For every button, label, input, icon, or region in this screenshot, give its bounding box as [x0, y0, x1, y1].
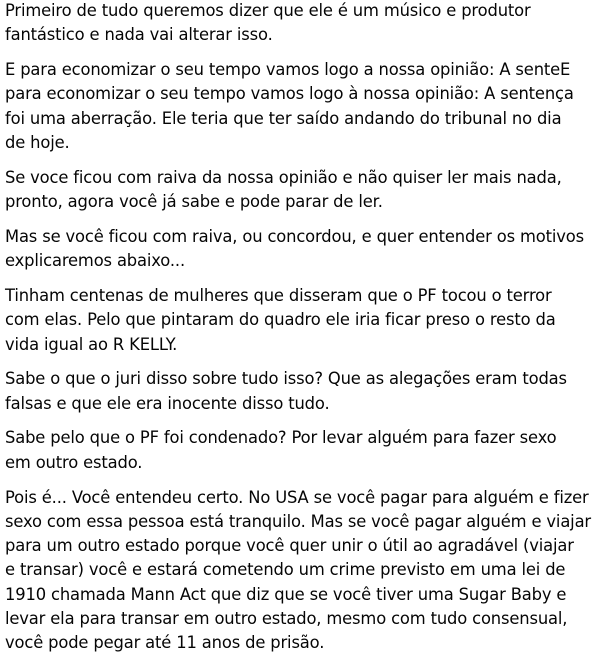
- text-line: você pode pegar até 11 anos de prisão.: [5, 633, 325, 653]
- text-line: em outro estado.: [5, 452, 143, 472]
- paragraph-conviction: [5, 426, 613, 475]
- paragraph-anger: [5, 166, 613, 215]
- text-line: com elas. Pelo que pintaram do quadro ele iria ficar preso o resto da: [5, 310, 556, 330]
- paragraph-accusations: [5, 284, 613, 357]
- paragraph-reasons: [5, 225, 613, 274]
- text-line: Mas se você ficou com raiva, ou concordou, e quer entender os motivos: [5, 226, 584, 246]
- paragraph-jury: [5, 367, 613, 416]
- text-line: Sabe o que o juri disso sobre tudo isso? Que as alegações eram todas: [5, 369, 567, 389]
- text-line: pronto, agora você já sabe e pode parar de ler.: [5, 192, 383, 212]
- text-line: Primeiro de tudo queremos dizer que ele é um músico e produtor: [5, 1, 531, 20]
- text-line: sexo com essa pessoa está tranquilo. Mas se você pagar alguém e viajar: [5, 511, 592, 531]
- paragraph-mann-act: [5, 486, 613, 656]
- text-line: 1910 chamada Mann Act que diz que se você tiver uma Sugar Baby e: [5, 584, 567, 604]
- text-line: levar ela para transar em outro estado, mesmo com tudo consensual,: [5, 609, 568, 629]
- text-line: e transar) você e estará cometendo um crime previsto em uma lei de: [5, 560, 566, 580]
- paragraph-opinion: [5, 58, 613, 155]
- text-line: E para economizar o seu tempo vamos logo a nossa opinião: A senteE: [5, 60, 571, 80]
- text-line: para um outro estado porque você quer unir o útil ao agradável (viajar: [5, 536, 574, 556]
- text-line: Se voce ficou com raiva da nossa opinião e não quiser ler mais nada,: [5, 167, 562, 187]
- text-line: Pois é... Você entendeu certo. No USA se você pagar para alguém e fizer: [5, 487, 589, 507]
- text-line: vida igual ao R KELLY.: [5, 334, 178, 354]
- text-line: Sabe pelo que o PF foi condenado? Por levar alguém para fazer sexo: [5, 428, 557, 448]
- text-line: de hoje.: [5, 132, 70, 152]
- text-line: fantástico e nada vai alterar isso.: [5, 25, 273, 45]
- paragraph-intro: [5, 0, 613, 48]
- text-line: falsas e que ele era inocente disso tudo.: [5, 393, 330, 413]
- text-line: foi uma aberração. Ele teria que ter saído andando do tribunal no dia: [5, 108, 562, 128]
- text-line: explicaremos abaixo...: [5, 251, 185, 271]
- text-line: para economizar o seu tempo vamos logo à nossa opinião: A sentença: [5, 84, 574, 104]
- text-line: Tinham centenas de mulheres que disseram que o PF tocou o terror: [5, 285, 552, 305]
